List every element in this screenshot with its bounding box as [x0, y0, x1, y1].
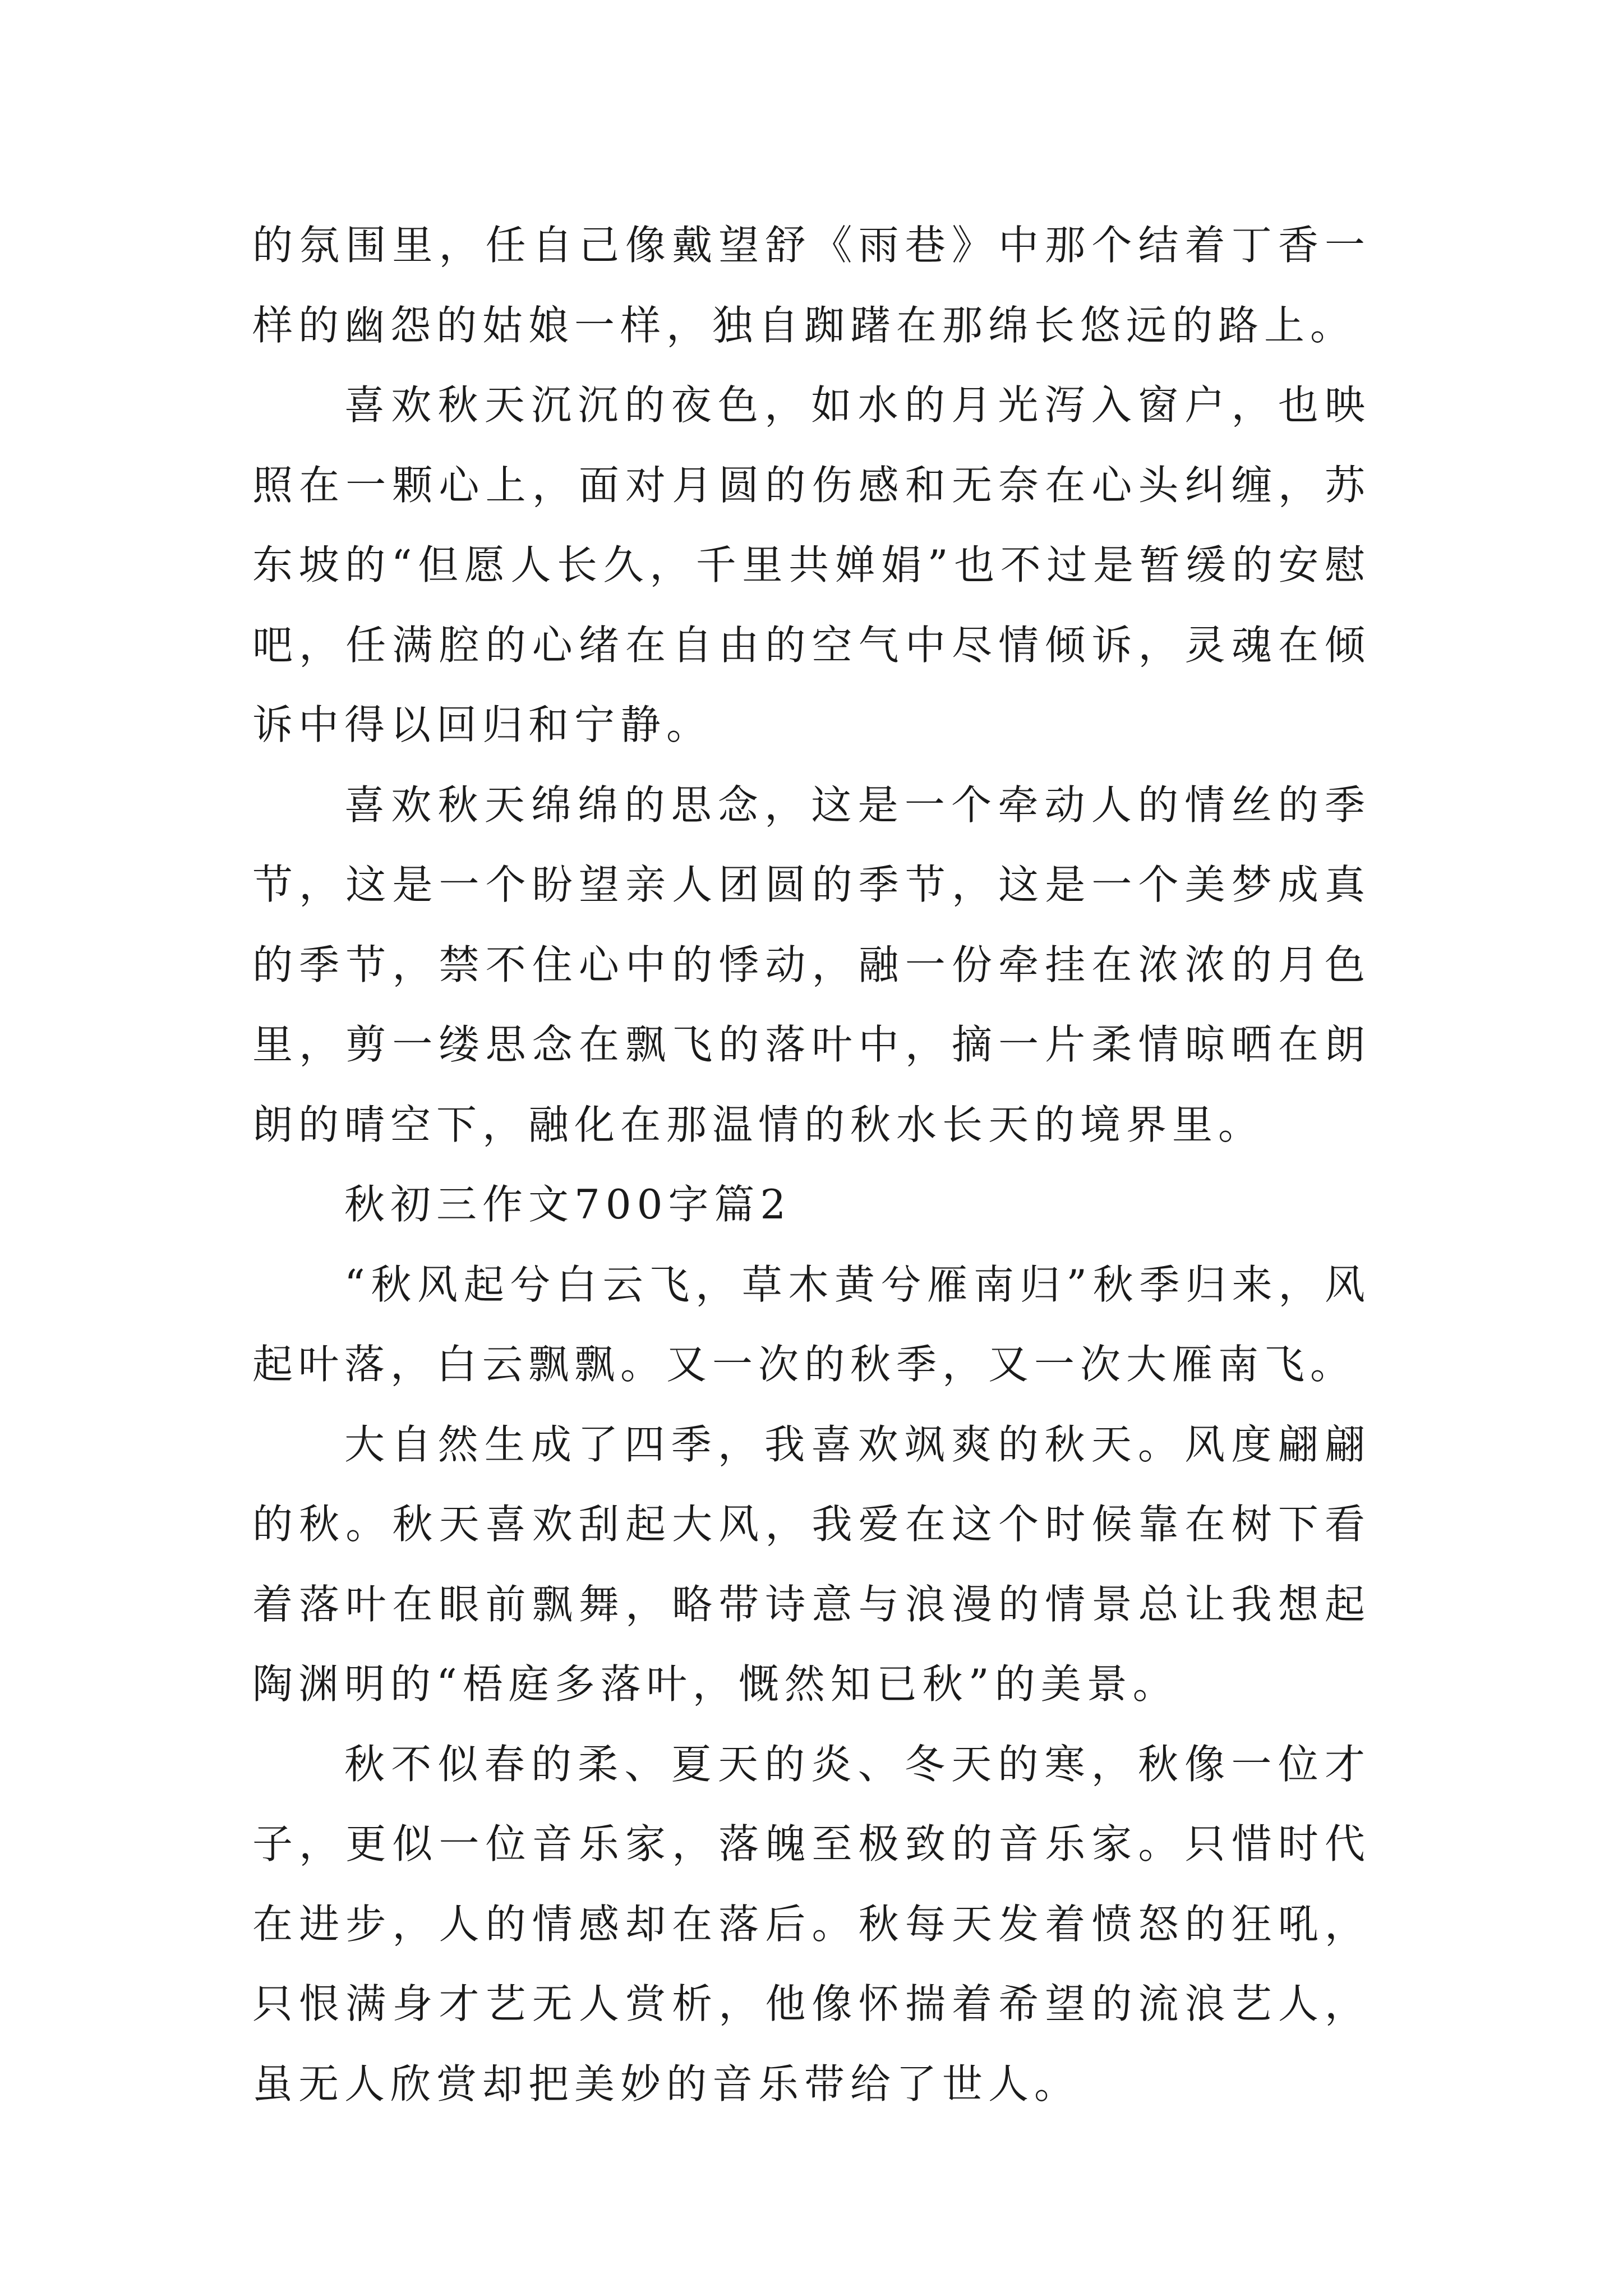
paragraph-longing: 喜欢秋天绵绵的思念，这是一个牵动人的情丝的季节，这是一个盼望亲人团圆的季节，这是一个美梦成真的季节，禁不住心中的悸动，融一份牵挂在浓浓的月色里，剪一缕思念在飘飞的落叶中，摘一片柔情晾晒在朗朗的晴空下，融化在那温情的秋水长天的境界里。: [252, 781, 1371, 1148]
paragraph-musician: 秋不似春的柔、夏天的炎、冬天的寒，秋像一位才子，更似一位音乐家，落魄至极致的音乐家。只惜时代在进步，人的情感却在落后。秋每天发着愤怒的狂吼，只恨满身才艺无人赏析，他像怀揣着希望的流浪艺人，虽无人欣赏却把美妙的音乐带给了世人。: [252, 1740, 1371, 2108]
essay-title: 秋初三作文700字篇2: [344, 1181, 792, 1228]
paragraph-continued: 的氛围里，任自己像戴望舒《雨巷》中那个结着丁香一样的幽怨的姑娘一样，独自踟躇在那绵长悠远的路上。: [252, 222, 1371, 349]
paragraph-poem: “秋风起兮白云飞，草木黄兮雁南归”秋季归来，风起叶落，白云飘飘。又一次的秋季，又一次大雁南飞。: [252, 1260, 1371, 1388]
paragraph-night: 喜欢秋天沉沉的夜色，如水的月光泻入窗户，也映照在一颗心上，面对月圆的伤感和无奈在心头纠缠，苏东坡的“但愿人长久，千里共婵娟”也不过是暂缓的安慰吧，任满腔的心绪在自由的空气中尽情倾诉，灵魂在倾诉中得以回归和宁静。: [252, 381, 1371, 748]
paragraph-seasons: 大自然生成了四季，我喜欢飒爽的秋天。风度翩翩的秋。秋天喜欢刮起大风，我爱在这个时候靠在树下看着落叶在眼前飘舞，略带诗意与浪漫的情景总让我想起陶渊明的“梧庭多落叶，慨然知已秋”的美景。: [252, 1420, 1371, 1708]
